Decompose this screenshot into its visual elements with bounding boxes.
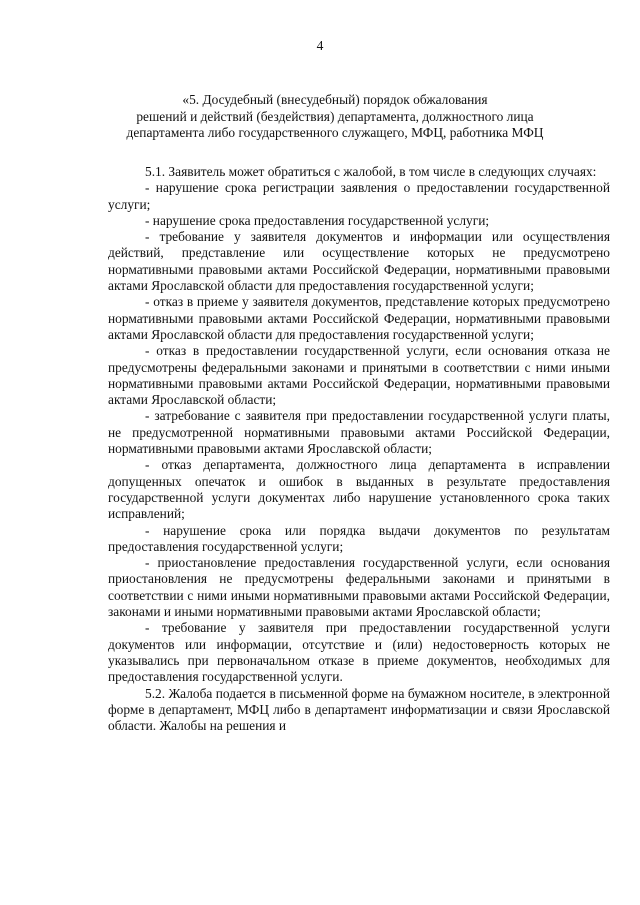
page-number: 4 bbox=[316, 38, 324, 53]
section-heading bbox=[100, 92, 570, 142]
list-item-fee-demand: - затребование с заявителя при предоставлении государственной услуги платы, не предусмотренной нормативными правовыми актами Российской Федерации, нормативными правовыми актами Ярославской области; bbox=[108, 408, 610, 457]
list-item-service-deadline: - нарушение срока предоставления государственной услуги; bbox=[145, 212, 490, 228]
heading-line-1: «5. Досудебный (внесудебный) порядок обжалования bbox=[182, 92, 488, 107]
list-item-refusal-correction: - отказ департамента, должностного лица департамента в исправлении допущенных опечаток и ошибок в выданных в результате предоставления государственной услуги документах либо нарушение установленного срока таких исправлений; bbox=[108, 457, 610, 522]
list-item-refusal-service: - отказ в предоставлении государственной услуги, если основания отказа не предусмотрены федеральными законами и принятыми в соответствии с ними иными нормативными правовыми актами Российской Федерации, нормативными правовыми актами Ярославской области; bbox=[108, 343, 610, 408]
heading-line-3: департамента либо государственного служащего, МФЦ, работника МФЦ bbox=[126, 125, 544, 140]
list-item-excess-documents: - требование у заявителя документов и информации или осуществления действий, представление или осуществление которых не предусмотрено нормативными правовыми актами Российской Федерации, нормативными правовыми актами Ярославской области для предоставления государственной услуги; bbox=[108, 229, 610, 294]
list-item-issuance-violation: - нарушение срока или порядка выдачи документов по результатам предоставления государственной услуги; bbox=[108, 522, 610, 554]
paragraph-5-1-intro: 5.1. Заявитель может обратиться с жалобой, в том числе в следующих случаях: bbox=[145, 164, 597, 179]
heading-line-2: решений и действий (бездействия) департамента, должностного лица bbox=[136, 108, 534, 124]
list-item-missing-documents: - требование у заявителя при предоставлении государственной услуги документов или информации, отсутствие и (или) недостоверность которых не указывались при первоначальном отказе в приеме документов, необходимых для предоставления государственной услуги. bbox=[108, 620, 610, 685]
list-item-refusal-acceptance: - отказ в приеме у заявителя документов, представление которых предусмотрено нормативными правовыми актами Российской Федерации, нормативными правовыми актами Ярославской области для предоставления государственной услуги; bbox=[108, 294, 610, 342]
body-text bbox=[108, 164, 610, 734]
list-item-registration-deadline: - нарушение срока регистрации заявления о предоставлении государственной услуги; bbox=[108, 180, 610, 212]
list-item-suspension: - приостановление предоставления государственной услуги, если основания приостановления не предусмотрены федеральными законами и принятыми в соответствии с ними иными нормативными правовыми актами Российской Федерации, законами и иными нормативными правовыми актами Ярославской области; bbox=[108, 555, 610, 620]
paragraph-5-2: 5.2. Жалоба подается в письменной форме на бумажном носителе, в электронной форме в департамент, МФЦ либо в департамент информатизации и связи Ярославской области. Жалобы на решения и bbox=[108, 685, 610, 734]
